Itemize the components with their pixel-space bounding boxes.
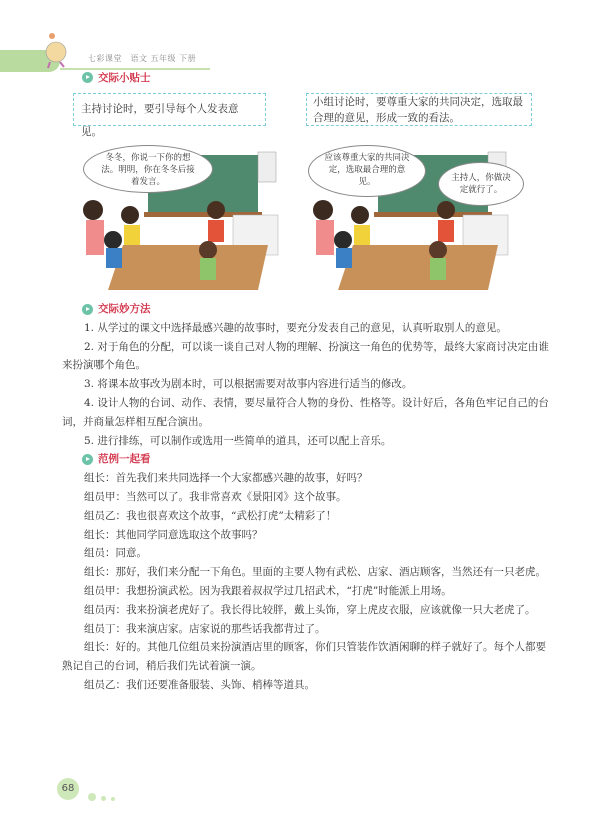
section-heading-tips [82,70,151,85]
dialogue-line: 组长：其他同学同意选取这个故事吗？ [84,528,263,541]
tip-box-left: 主持讨论时，要引导每个人发表意见。 [73,93,266,126]
main-text [62,300,552,695]
heading-text: 交际小贴士 [98,72,151,84]
tip-box-right: 小组讨论时，要尊重大家的共同决定，选取最合理的意见，形成一致的看法。 [306,93,532,126]
decor-dot [111,797,115,801]
method-item: 3. 将课本故事改为剧本时，可以根据需要对故事内容进行适当的修改。 [84,378,413,391]
dialogue-line: 组员乙：我们还要准备服装、头饰、梢棒等道具。 [84,678,315,691]
method-item: 4. 设计人物的台词、动作、表情，要尽量符合人物的身份、性格等。设计好后，各角色牢记自己的台词，并商量怎样相互配合演出。 [62,396,549,428]
play-bullet-icon [82,72,93,83]
play-bullet-icon [82,304,93,315]
dialogue-line: 组长：好的。其他几位组员来扮演酒店里的顾客，你们只管装作饮酒闲聊的样子就好了。每个人都要熟记自己的台词，稍后我们先试着演一演。 [62,641,546,673]
section-heading-example [82,450,552,469]
mascot-icon [40,30,70,70]
dialogue-line: 组员丁：我来演店家。店家说的那些话我都背过了。 [84,622,326,635]
speech-bubble: 冬冬，你说一下你的想法。明明，你在冬冬后接着发言。 [83,145,213,193]
section-heading-methods [82,300,552,319]
decor-dot [101,796,106,801]
dialogue-line: 组员甲：我想扮演武松。因为我跟着叔叔学过几招武术，“打虎”时能派上用场。 [84,584,452,597]
illustration-right [298,140,528,300]
speech-bubble: 主持人，你做决定就行了。 [438,162,524,206]
decor-dot [88,793,96,801]
method-item: 5. 进行排练，可以制作或选用一些简单的道具，还可以配上音乐。 [84,434,392,447]
speech-bubble: 应该尊重大家的共同决定，选取最合理的意见。 [308,145,426,197]
method-item: 1. 从学过的课文中选择最感兴趣的故事时，要充分发表自己的意见，认真听取别人的意见。 [84,321,507,334]
heading-text: 交际妙方法 [98,303,151,315]
running-title: 七彩课堂 语文 五年级 下册 [88,54,197,63]
dialogue-line: 组员：同意。 [84,547,147,560]
dialogue-line: 组员甲：当然可以了。我非常喜欢《景阳冈》这个故事。 [84,490,347,503]
method-item: 2. 对于角色的分配，可以谈一谈自己对人物的理解、扮演这一角色的优势等，最终大家商讨决定由谁来扮演哪个角色。 [62,340,549,372]
illustration-left [68,140,298,300]
heading-text: 范例一起看 [98,453,151,466]
page-number: 68 [57,778,79,800]
play-bullet-icon [82,454,93,465]
dialogue-line: 组长：首先我们来共同选择一个大家都感兴趣的故事，好吗？ [84,472,368,485]
dialogue-line: 组员乙：我也很喜欢这个故事，“武松打虎”太精彩了！ [84,509,337,522]
dialogue-line: 组长：那好，我们来分配一下角色。里面的主要人物有武松、店家、酒店顾客，当然还有一只老虎。 [84,566,546,579]
dialogue-line: 组员丙：我来扮演老虎好了。我长得比较胖，戴上头饰，穿上虎皮衣服，应该就像一只大老虎了。 [84,603,536,616]
